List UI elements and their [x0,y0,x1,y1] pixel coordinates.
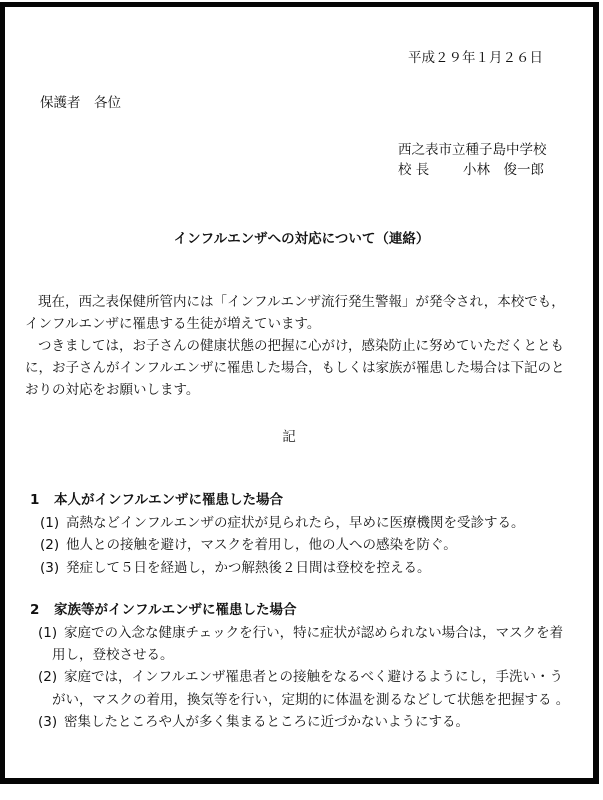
item-label: (2) [40,537,60,553]
item-label: (3) [40,560,60,576]
item-label: (1) [40,515,60,531]
item-text: 高熱などインフルエンザの症状が見られたら，早めに医療機関を受診する。 [66,515,525,531]
recipient: 保護者 各位 [40,95,121,111]
item-label: (2) [38,669,58,685]
ki-heading: 記 [282,429,296,445]
document-title: インフルエンザへの対応について（連絡） [173,231,430,247]
item-label: (3) [38,714,58,730]
body-line: インフルエンザに罹患する生徒が増えています。 [25,316,321,332]
item-text: 他人との接触を避け，マスクを着用し，他の人への感染を防ぐ。 [66,537,457,553]
item-text: 家庭では，インフルエンザ罹患者との接触をなるべく避けるようにし，手洗い・う [64,669,563,685]
body-line: 現在，西之表保健所管内には「インフルエンザ流行発生警報」が発令され，本校でも， [38,294,565,310]
body-line: つきましては，お子さんの健康状態の把握に心がけ，感染防止に努めていただくととも [38,338,564,354]
document-date: 平成２９年１月２６日 [408,50,543,66]
item-text: 密集したところや人が多く集まるところに近づかないようにする。 [64,714,469,730]
item-text: がい，マスクの着用，換気等を行い，定期的に体温を測るなどして状態を把握する 。 [52,692,570,708]
section-heading: 本人がインフルエンザに罹患した場合 [54,492,283,508]
section-number: 1 [30,492,40,508]
item-label: (1) [38,625,58,641]
item-text: 発症して５日を経過し，かつ解熱後２日間は登校を控える。 [66,560,431,576]
sender-title: 校 長 [398,162,430,178]
sender-name: 小林 俊一郎 [463,162,544,178]
item-text: 用し，登校させる。 [52,647,174,663]
sender-school: 西之表市立種子島中学校 [398,142,547,158]
body-line: に，お子さんがインフルエンザに罹患した場合，もしくは家族が罹患した場合は下記のと [25,360,565,376]
body-line: おりの対応をお願いします。 [25,382,200,398]
section-heading: 家族等がインフルエンザに罹患した場合 [54,602,297,618]
section-number: 2 [30,602,40,618]
item-text: 家庭での入念な健康チェックを行い，特に症状が認められない場合は，マスクを着 [64,625,564,641]
